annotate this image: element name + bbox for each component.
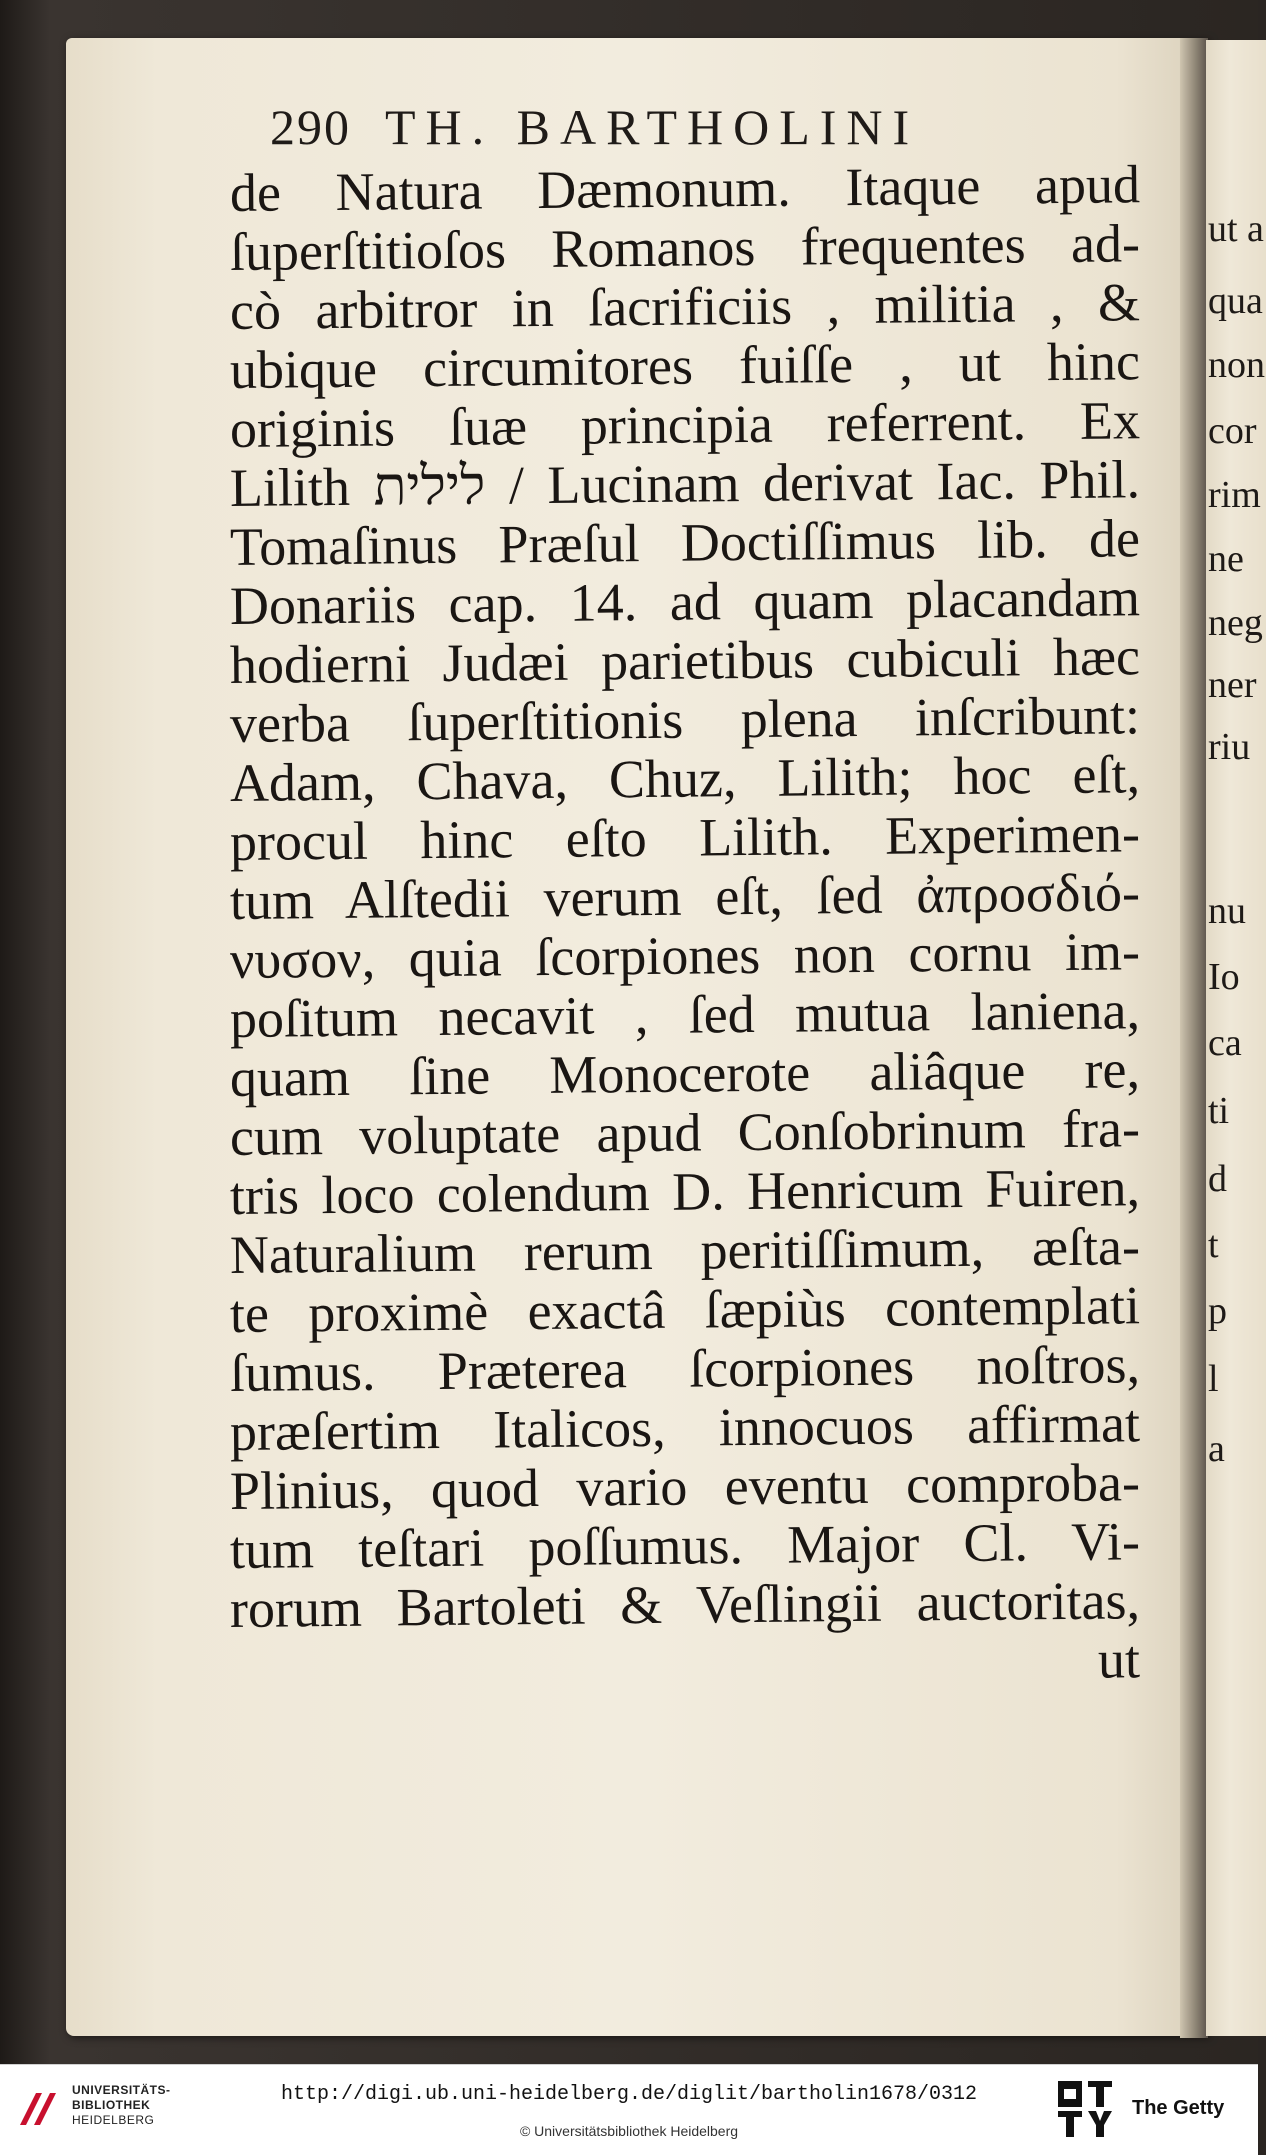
- text-line: quam ſine Monocerote aliâque re,: [229, 1039, 1141, 1108]
- next-page-fragment: non: [1208, 344, 1265, 386]
- next-page-fragment: ner: [1208, 664, 1257, 706]
- getty-logo-icon: [1058, 2081, 1112, 2137]
- running-header: [270, 98, 919, 158]
- text-line: Naturalium rerum peritiſſimum, æſta-: [229, 1216, 1141, 1285]
- text-line: tris loco colendum D. Henricum Fuiren,: [229, 1157, 1141, 1226]
- text-line: verba ſuperſtitionis plena inſcribunt:: [229, 685, 1141, 754]
- text-line: ſumus. Præterea ſcorpiones noſtros,: [229, 1334, 1141, 1403]
- next-page-fragment: ca: [1208, 1022, 1242, 1064]
- text-line: de Natura Dæmonum. Itaque apud: [229, 154, 1141, 223]
- text-line: præſertim Italicos, innocuos affirmat: [229, 1393, 1141, 1462]
- page-number: 290: [270, 99, 351, 155]
- institution-line: HEIDELBERG: [72, 2113, 155, 2127]
- text-line: originis ſuæ principia referrent. Ex: [229, 390, 1141, 459]
- next-page-fragment: t: [1208, 1224, 1219, 1266]
- viewer-footer: [0, 2064, 1258, 2155]
- text-line: ubique circumitores fuiſſe , ut hinc: [229, 331, 1141, 400]
- next-page-fragment: p: [1208, 1290, 1227, 1332]
- next-page-fragment: ne: [1208, 538, 1244, 580]
- next-page-fragment: a: [1208, 1428, 1225, 1470]
- next-page-fragment: Io: [1208, 956, 1240, 998]
- text-line: tum teſtari poſſumus. Major Cl. Vi-: [229, 1511, 1141, 1580]
- institution-line: BIBLIOTHEK: [72, 2098, 151, 2112]
- page-gutter: [1180, 38, 1208, 2038]
- next-page-fragment: neg: [1208, 602, 1263, 644]
- text-line: νυσον, quia ſcorpiones non cornu im-: [229, 921, 1141, 990]
- permalink-url[interactable]: http://digi.ub.uni-heidelberg.de/diglit/bartholin1678/0312: [280, 2083, 978, 2106]
- institution-line: UNIVERSITÄTS-: [72, 2083, 171, 2097]
- next-page-fragment: nu: [1208, 890, 1246, 932]
- text-line: Tomaſinus Præſul Doctiſſimus lib. de: [229, 508, 1141, 577]
- text-line: hodierni Judæi parietibus cubiculi hæc: [229, 626, 1141, 695]
- text-line: te proximè exactâ ſæpiùs contemplati: [229, 1275, 1141, 1344]
- next-page-fragment: rim: [1208, 474, 1261, 516]
- text-line: cum voluptate apud Conſobrinum fra-: [229, 1098, 1141, 1167]
- text-line: Donariis cap. 14. ad quam placandam: [229, 567, 1141, 636]
- copyright-notice: © Universitätsbibliothek Heidelberg: [519, 2123, 739, 2139]
- text-line: tum Alſtedii verum eſt, ſed ἀπροσδιό-: [229, 862, 1141, 931]
- next-page-fragment: ti: [1208, 1090, 1230, 1132]
- next-page-fragment: l: [1208, 1358, 1219, 1400]
- text-line: cò arbitror in ſacrificiis , militia , &: [229, 272, 1141, 341]
- text-line: rorum Bartoleti & Veſlingii auctoritas,: [229, 1570, 1141, 1639]
- next-page-edge: [1206, 40, 1266, 2036]
- next-page-fragment: d: [1208, 1158, 1227, 1200]
- catchword: ut: [1097, 1629, 1141, 1690]
- next-page-fragment: cor: [1208, 410, 1257, 452]
- text-line: poſitum necavit , ſed mutua laniena,: [229, 980, 1141, 1049]
- text-line: Adam, Chava, Chuz, Lilith; hoc eſt,: [229, 744, 1141, 813]
- text-line: Lilith לילית / Lucinam derivat Iac. Phil.: [229, 449, 1141, 518]
- running-head-title: TH. BARTHOLINI: [385, 99, 920, 155]
- next-page-fragment: riu: [1208, 726, 1251, 768]
- text-line: ſuperſtitioſos Romanos frequentes ad-: [229, 213, 1141, 282]
- text-line: procul hinc eſto Lilith. Experimen-: [229, 803, 1141, 872]
- next-page-fragment: qua: [1208, 280, 1263, 322]
- page-body: [229, 154, 1141, 1698]
- text-line: Plinius, quod vario eventu comproba-: [229, 1452, 1141, 1521]
- partner-name: The Getty: [1132, 2097, 1225, 2119]
- next-page-fragment: ut a: [1208, 208, 1264, 250]
